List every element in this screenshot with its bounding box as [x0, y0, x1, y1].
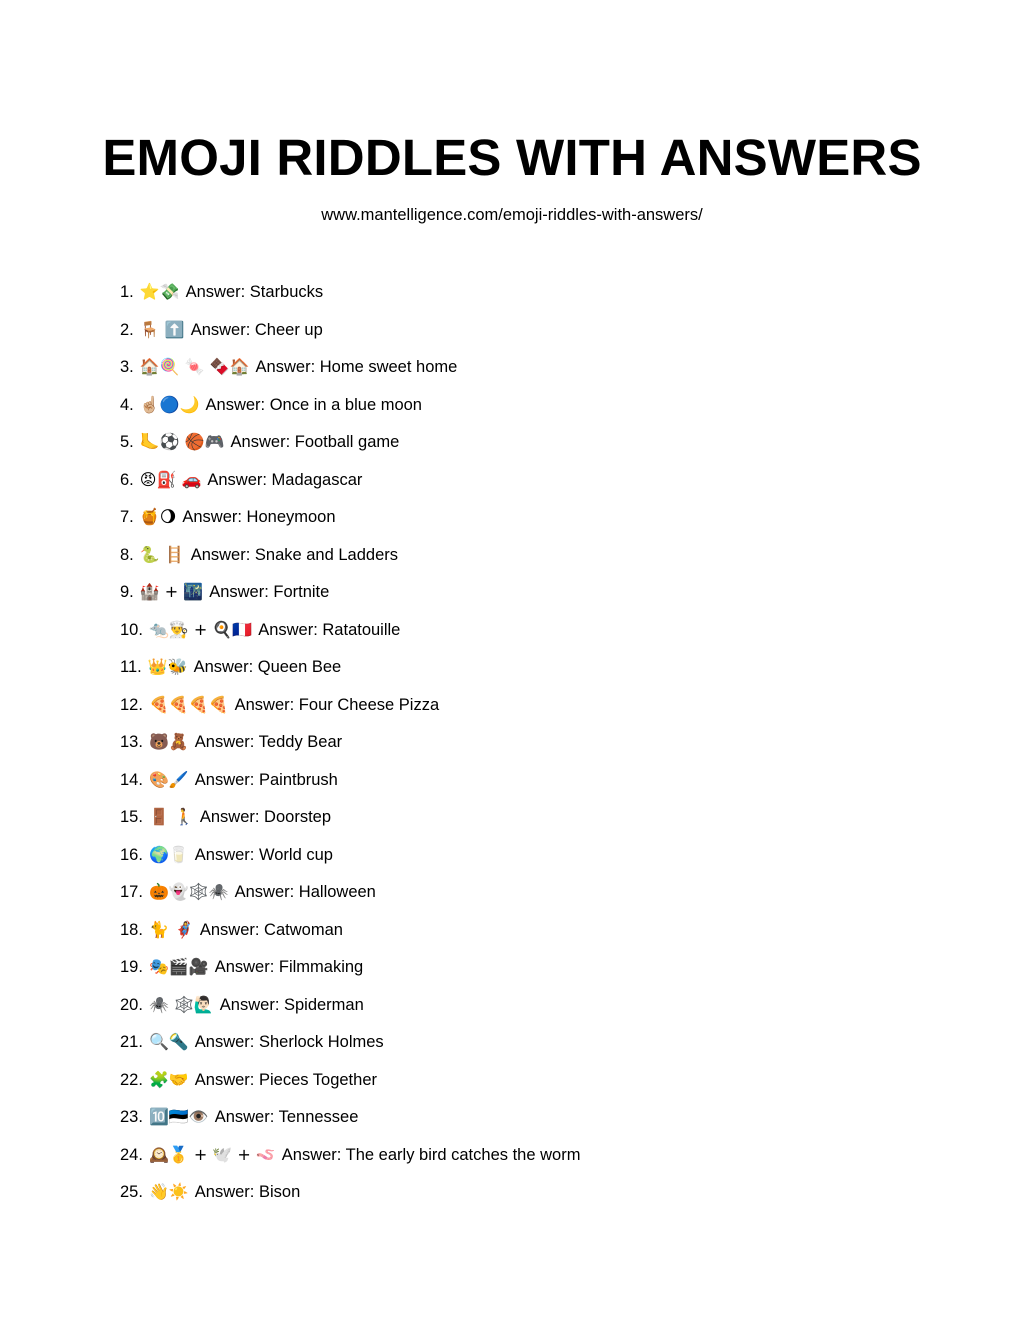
riddle-item — [120, 655, 980, 693]
riddle-number: 7. — [120, 508, 134, 526]
riddle-answer: Answer: Once in a blue moon — [205, 395, 422, 414]
riddle-number: 19. — [120, 958, 143, 976]
riddle-answer: Answer: Paintbrush — [194, 770, 338, 789]
riddle-answer: Answer: Sherlock Holmes — [194, 1033, 384, 1051]
riddle-emoji-icons: 🔟🇪🇪👁️ — [148, 1107, 209, 1126]
riddle-item — [120, 693, 980, 731]
source-url: www.mantelligence.com/emoji-riddles-with-answers/ — [321, 206, 703, 224]
riddle-emoji-icons: 🐻🧸 — [148, 732, 189, 751]
riddle-answer: Answer: Halloween — [234, 883, 376, 901]
riddle-emoji-icons: 🏰 + 🌃 — [139, 582, 204, 601]
riddle-emoji-icons: 🕷️ 🕸️🙋🏻‍♂️ — [148, 994, 214, 1014]
riddle-emoji-icons: ☝🏼🔵🌙 — [139, 394, 200, 414]
riddle-number: 24. — [120, 1145, 143, 1164]
riddle-item — [120, 1143, 980, 1181]
riddle-emoji-icons: 🪑 ⬆️ — [139, 319, 185, 339]
riddle-item — [120, 843, 980, 881]
riddle-emoji-icons: 🐀👨‍🍳 + 🍳🇫🇷 — [148, 619, 253, 639]
riddle-answer: Answer: Football game — [230, 433, 400, 451]
riddle-item — [120, 280, 980, 318]
riddle-number: 10. — [120, 620, 143, 639]
riddle-answer: Answer: Teddy Bear — [194, 733, 343, 751]
riddle-emoji-icons: 👋☀️ — [148, 1182, 189, 1201]
riddle-emoji-icons: 🔍🔦 — [148, 1032, 189, 1051]
riddle-answer: Answer: Pieces Together — [194, 1070, 377, 1089]
riddle-emoji-icons: 🍯🌖 — [139, 507, 177, 526]
riddle-answer: Answer: Queen Bee — [193, 658, 342, 676]
riddle-emoji-icons: 🚪 🚶 — [148, 807, 194, 826]
riddle-number: 17. — [120, 883, 143, 901]
riddle-item — [120, 505, 980, 543]
riddle-answer: Answer: Home sweet home — [255, 358, 458, 376]
riddle-item — [120, 1068, 980, 1106]
riddle-answer: Answer: Doorstep — [199, 808, 332, 826]
riddle-emoji-icons: 🌍🥛 — [148, 844, 189, 864]
riddle-item — [120, 1180, 980, 1218]
riddle-answer: Answer: Starbucks — [185, 283, 324, 301]
riddle-number: 11. — [120, 658, 142, 676]
riddle-emoji-icons: 🎭🎬🎥 — [148, 957, 209, 976]
riddle-item — [120, 1030, 980, 1068]
riddle-answer: Answer: Four Cheese Pizza — [234, 695, 440, 714]
riddle-item — [120, 1105, 980, 1143]
riddle-number: 22. — [120, 1070, 143, 1089]
riddle-emoji-icons: 🧩🤝 — [148, 1069, 189, 1089]
riddle-item — [120, 993, 980, 1031]
riddle-number: 12. — [120, 695, 143, 714]
riddle-item — [120, 768, 980, 806]
riddle-emoji-icons: 🕰️🥇 + 🕊️ + 🪱 — [148, 1144, 276, 1164]
riddle-item — [120, 955, 980, 993]
riddle-emoji-icons: 🎨🖌️ — [148, 769, 189, 789]
riddle-emoji-icons: 🐍 🪜 — [139, 544, 185, 564]
riddle-emoji-icons: 🍕🍕🍕🍕 — [148, 694, 229, 714]
riddle-number: 3. — [120, 358, 134, 376]
riddle-number: 2. — [120, 320, 134, 339]
riddle-emoji-icons: ⭐💸 — [139, 282, 180, 301]
riddle-answer: Answer: Madagascar — [207, 470, 363, 489]
riddle-emoji-icons: 😡⛽ 🚗 — [139, 469, 202, 489]
riddle-number: 23. — [120, 1108, 143, 1126]
riddle-list — [120, 280, 980, 1218]
riddle-emoji-icons: 🐈 🦸‍♀️ — [148, 919, 194, 939]
riddle-item — [120, 393, 980, 431]
riddle-answer: Answer: World cup — [194, 845, 333, 864]
riddle-number: 5. — [120, 433, 134, 451]
riddle-item — [120, 318, 980, 356]
riddle-emoji-icons: 👑🐝 — [147, 657, 188, 676]
riddle-answer: Answer: Cheer up — [190, 320, 323, 339]
riddle-answer: Answer: Catwoman — [199, 920, 343, 939]
riddle-number: 21. — [120, 1033, 143, 1051]
riddle-number: 16. — [120, 845, 143, 864]
riddle-answer: Answer: Bison — [194, 1183, 301, 1201]
riddle-answer: Answer: Filmmaking — [214, 958, 364, 976]
riddle-number: 9. — [120, 583, 134, 601]
riddle-item — [120, 355, 980, 393]
riddle-answer: Answer: Honeymoon — [182, 508, 336, 526]
riddle-emoji-icons: 🎃👻🕸️🕷️ — [148, 882, 229, 901]
riddle-item — [120, 918, 980, 956]
riddle-emoji-icons: 🦶⚽ 🏀🎮 — [139, 432, 225, 451]
riddle-item — [120, 430, 980, 468]
page-title: EMOJI RIDDLES WITH ANSWERS — [102, 129, 922, 186]
riddle-item — [120, 880, 980, 918]
riddle-answer: Answer: Snake and Ladders — [190, 545, 399, 564]
riddle-number: 20. — [120, 995, 143, 1014]
riddle-number: 8. — [120, 545, 134, 564]
riddle-answer: Answer: Ratatouille — [258, 620, 401, 639]
riddle-number: 1. — [120, 283, 134, 301]
riddle-number: 18. — [120, 920, 143, 939]
riddle-item — [120, 468, 980, 506]
riddle-number: 13. — [120, 733, 143, 751]
riddle-item — [120, 618, 980, 656]
riddle-answer: Answer: The early bird catches the worm — [281, 1145, 581, 1164]
riddle-number: 6. — [120, 470, 134, 489]
riddle-item — [120, 805, 980, 843]
riddle-answer: Answer: Fortnite — [209, 583, 330, 601]
riddle-number: 14. — [120, 770, 143, 789]
riddle-emoji-icons: 🏠🍭 🍬 🍫🏠 — [139, 357, 250, 376]
riddle-number: 15. — [120, 808, 143, 826]
riddle-item — [120, 580, 980, 618]
riddle-answer: Answer: Tennessee — [214, 1108, 359, 1126]
riddle-number: 25. — [120, 1183, 143, 1201]
riddle-item — [120, 730, 980, 768]
riddle-answer: Answer: Spiderman — [219, 995, 364, 1014]
riddle-number: 4. — [120, 395, 134, 414]
riddle-item — [120, 543, 980, 581]
